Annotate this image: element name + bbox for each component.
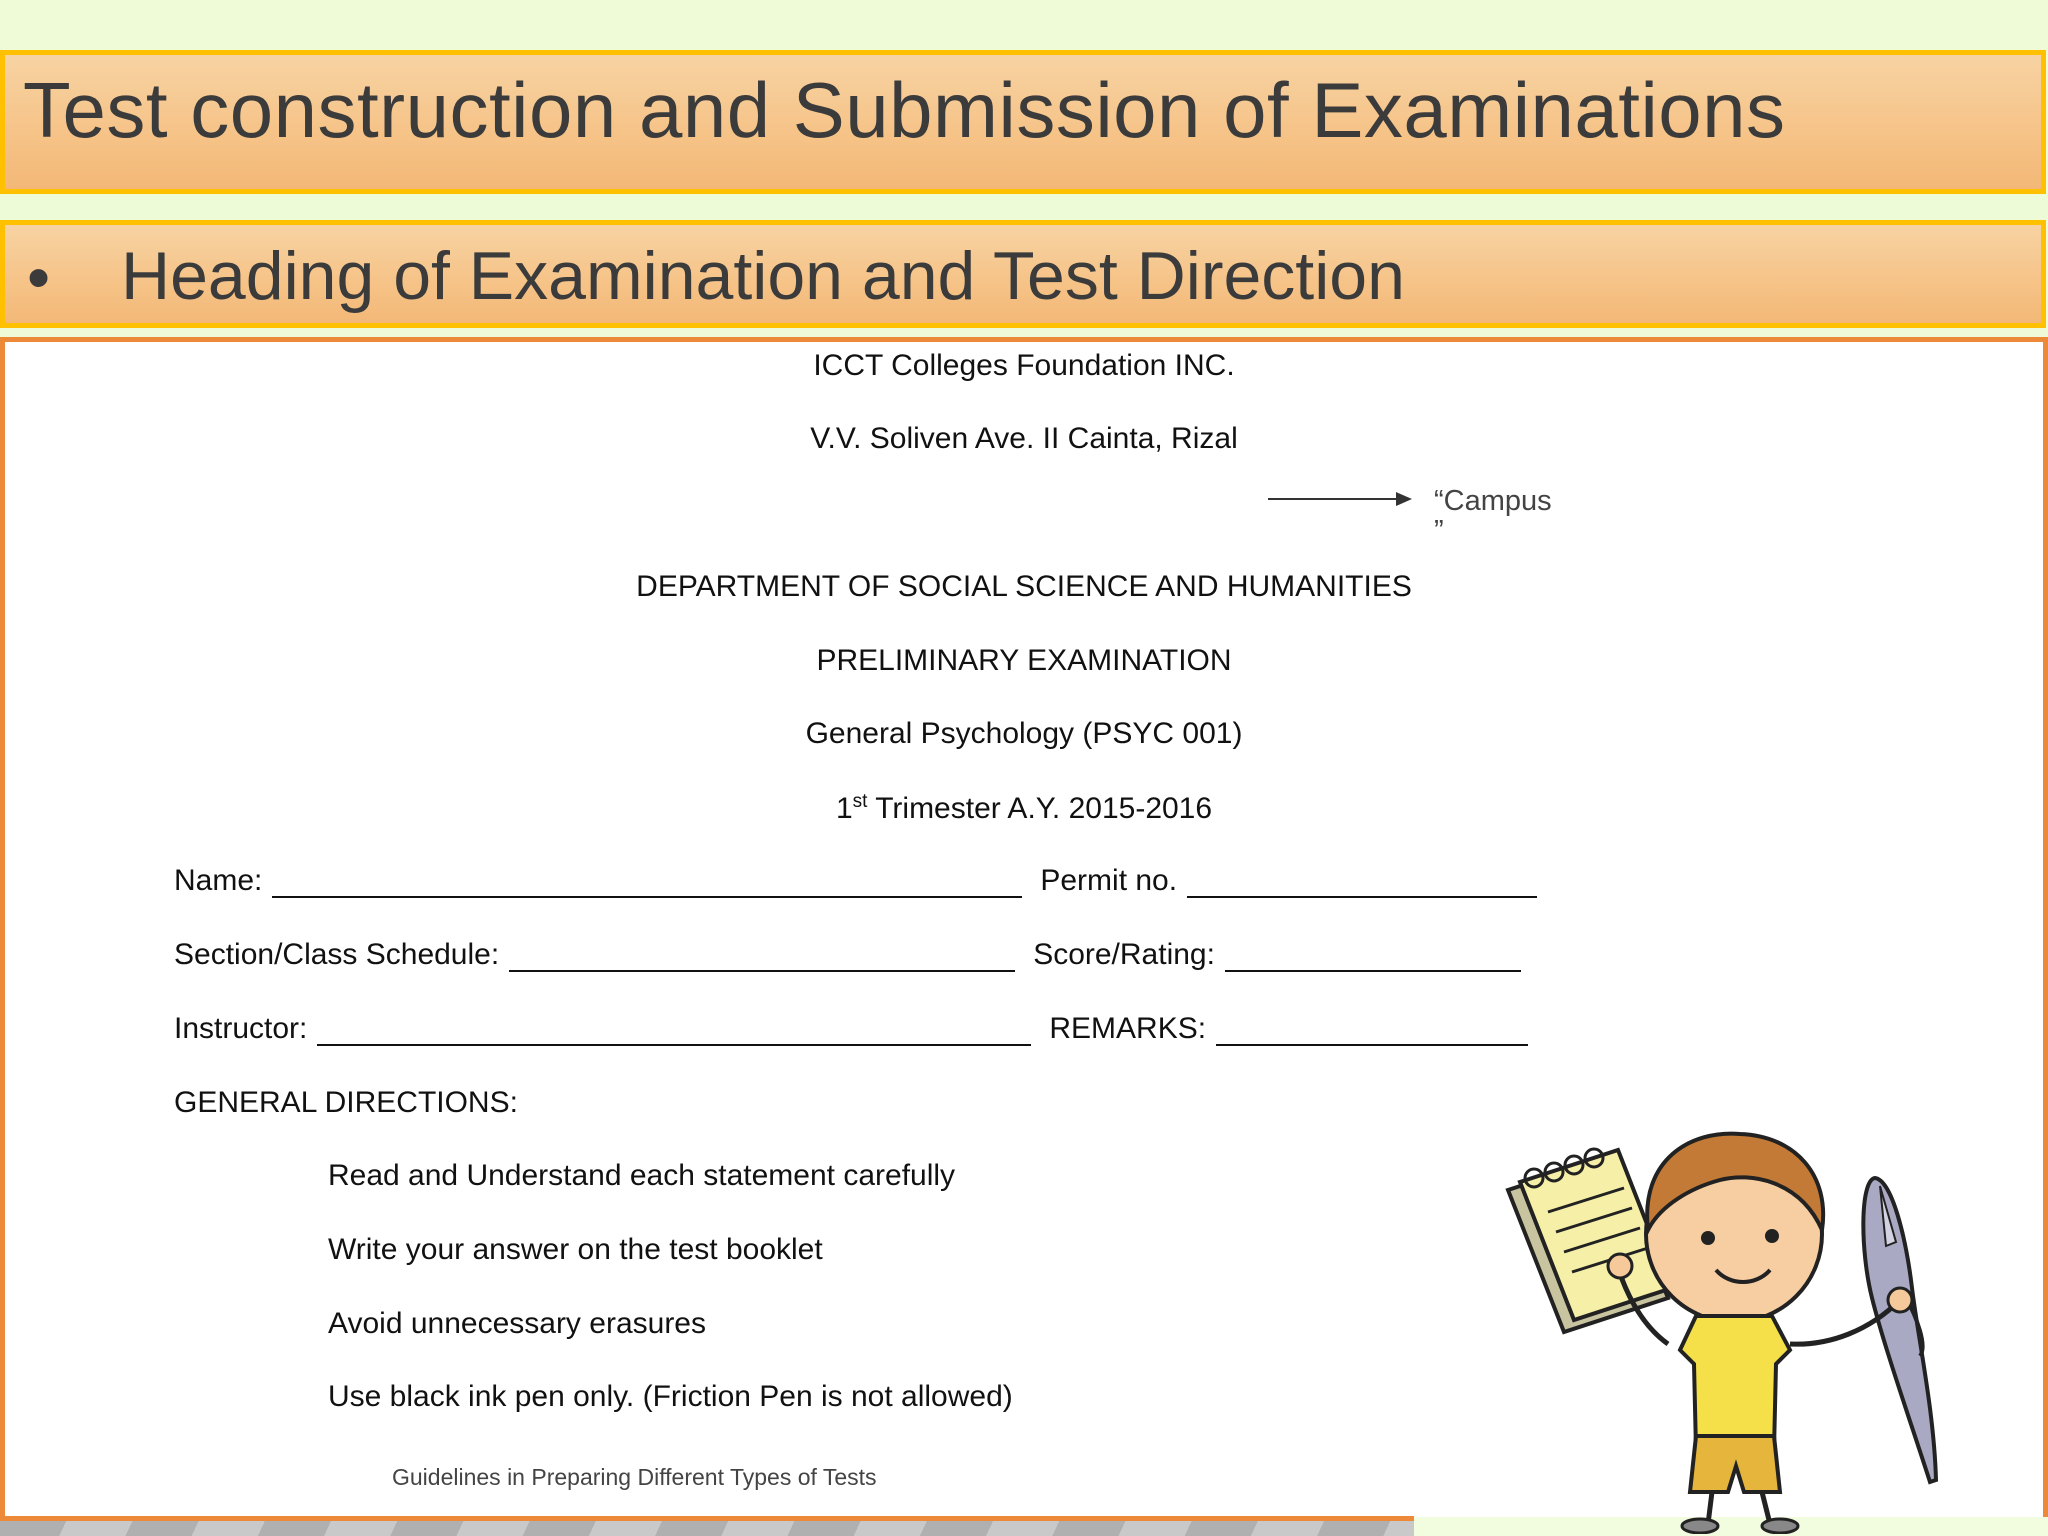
- direction-item: Read and Understand each statement carefully: [328, 1159, 956, 1192]
- title-banner: [0, 50, 2046, 194]
- name-field[interactable]: [272, 868, 1022, 898]
- term: [0, 791, 2048, 826]
- bullet-icon: •: [27, 240, 51, 314]
- instructor-field[interactable]: [317, 1016, 1031, 1046]
- name-label: Name:: [174, 864, 263, 897]
- pen-icon: [1863, 1178, 1936, 1482]
- section-label: Section/Class Schedule:: [174, 938, 500, 971]
- term-number: 1: [835, 792, 853, 825]
- exam-name: PRELIMINARY EXAMINATION: [816, 644, 1232, 677]
- subtitle-banner: [0, 220, 2046, 328]
- boy-body: [1680, 1316, 1798, 1533]
- name-row: [174, 864, 1537, 898]
- boy-illustration: [1500, 1120, 1960, 1534]
- remarks-label: REMARKS:: [1049, 1012, 1207, 1045]
- school-address: V.V. Soliven Ave. II Cainta, Rizal: [810, 422, 1238, 455]
- permit-field[interactable]: [1187, 868, 1537, 898]
- directions-heading: GENERAL DIRECTIONS:: [174, 1086, 518, 1119]
- term-rest: Trimester A.Y. 2015-2016: [867, 792, 1213, 825]
- footer-note: Guidelines in Preparing Different Types of Tests: [392, 1464, 877, 1490]
- direction-item: Use black ink pen only. (Friction Pen is not allowed): [328, 1380, 1013, 1413]
- bottom-strip: [0, 1516, 1414, 1536]
- campus-note: [1434, 486, 1552, 546]
- section-field[interactable]: [509, 942, 1015, 972]
- direction-item: Avoid unnecessary erasures: [328, 1307, 706, 1340]
- department-name: DEPARTMENT OF SOCIAL SCIENCE AND HUMANITIES: [636, 570, 1412, 603]
- section-row: [174, 938, 1521, 972]
- campus-label: “Campus: [1434, 485, 1552, 517]
- score-label: Score/Rating:: [1033, 938, 1215, 971]
- score-field[interactable]: [1225, 942, 1521, 972]
- arrow-icon: [1268, 498, 1398, 500]
- permit-label: Permit no.: [1040, 864, 1178, 897]
- term-suffix: st: [852, 791, 868, 812]
- remarks-field[interactable]: [1216, 1016, 1528, 1046]
- school-name: ICCT Colleges Foundation INC.: [813, 349, 1235, 382]
- boy-head: [1646, 1134, 1823, 1322]
- campus-close: ”: [1434, 515, 1444, 547]
- course-name: General Psychology (PSYC 001): [805, 717, 1243, 750]
- direction-item: Write your answer on the test booklet: [328, 1233, 823, 1266]
- slide-title: Test construction and Submission of Examinations: [23, 66, 1786, 154]
- slide-subtitle: Heading of Examination and Test Direction: [121, 238, 1405, 314]
- instructor-row: [174, 1012, 1528, 1046]
- arrow-head-icon: [1396, 492, 1412, 506]
- instructor-label: Instructor:: [174, 1012, 308, 1045]
